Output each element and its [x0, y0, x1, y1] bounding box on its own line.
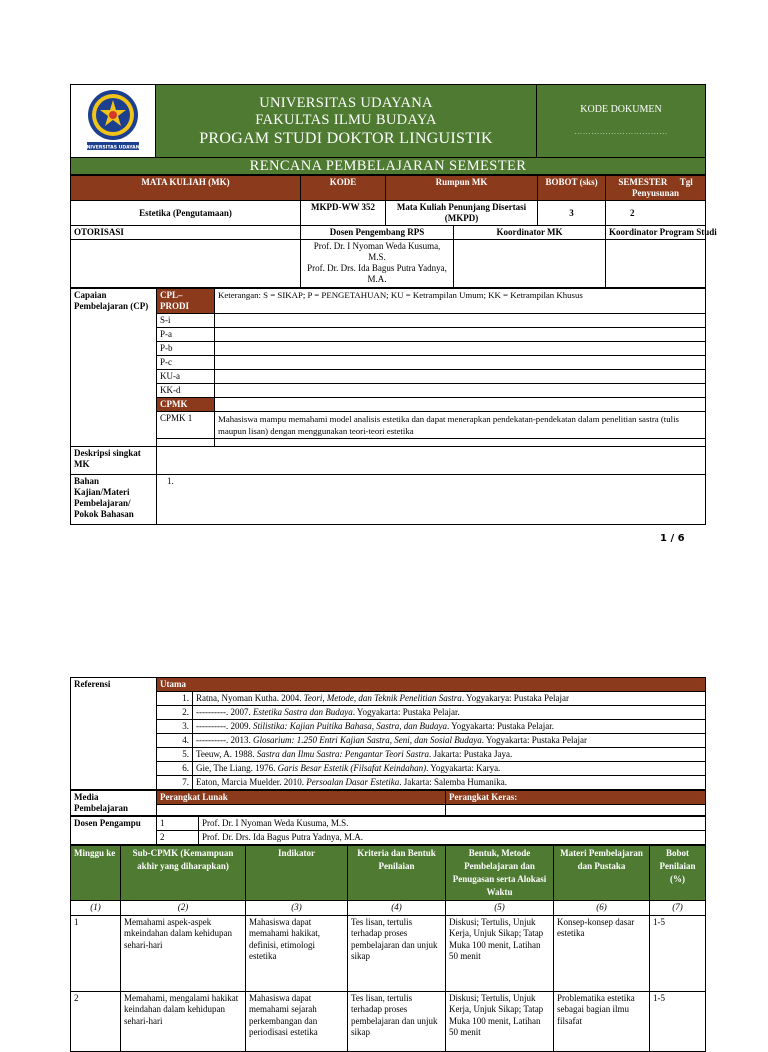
col-number: (1) [71, 901, 121, 916]
referensi-no: 5. [157, 748, 193, 762]
bobot: 1-5 [650, 915, 706, 991]
indikator: Mahasiswa dapat memahami hakikat, definisi, etimologi estetika [246, 915, 348, 991]
referensi-entry: Ratna, Nyoman Kutha. 2004. Teori, Metode, dan Teknik Penelitian Sastra. Yogyakarya: Pustaka Pelajar [193, 692, 706, 706]
course-bobot: 3 [538, 201, 606, 226]
dosen-pengembang-1: Prof. Dr. I Nyoman Weda Kusuma, M.S. [313, 241, 441, 262]
course-code: MKPD-WW 352 [301, 201, 386, 226]
cpl-code-p-a: P-a [157, 328, 215, 342]
referensi-no: 6. [157, 762, 193, 776]
referensi-utama-label: Utama [157, 678, 706, 692]
course-semester: 2 [606, 201, 706, 226]
materi: Konsep-konsep dasar estetika [554, 915, 650, 991]
perangkat-keras-label: Perangkat Keras: [446, 791, 706, 805]
university-name: UNIVERSITAS UDAYANA [259, 94, 433, 111]
metode: Diskusi; Tertulis, Unjuk Kerja, Unjuk Sikap; Tatap Muka 100 menit, Latihan 50 menit [446, 991, 554, 1051]
cpl-code-p-b: P-b [157, 342, 215, 356]
col-header-materi: Materi Pembelajaran dan Pustaka [554, 846, 650, 901]
cpl-code-ku-a: KU-a [157, 370, 215, 384]
cp-label: Capaian Pembelajaran (CP) [71, 289, 157, 447]
referensi-no: 1. [157, 692, 193, 706]
kriteria: Tes lisan, tertulis terhadap proses pembelajaran dan unjuk sikap [348, 991, 446, 1051]
col-header-bobot: Bobot Penilaian (%) [650, 846, 706, 901]
table-row [71, 991, 706, 1051]
week: 1 [71, 915, 121, 991]
cpmk-label: CPMK [157, 398, 215, 412]
col-header-indikator: Indikator [246, 846, 348, 901]
mk-header: MATA KULIAH (MK) [71, 176, 301, 201]
kode-dokumen-value: …………………………… [574, 127, 668, 136]
table-row [71, 915, 706, 991]
semester-tgl-header [606, 176, 706, 201]
koordinator-mk-label: Koordinator MK [454, 226, 606, 240]
perangkat-lunak-label: Perangkat Lunak [157, 791, 446, 805]
otorisasi-label: OTORISASI [71, 226, 301, 240]
col-number: (2) [121, 901, 246, 916]
cpmk-code: CPMK 1 [157, 412, 215, 439]
col-header-minggu: Minggu ke [71, 846, 121, 901]
page-number: 1 / 6 [660, 533, 685, 544]
kode-dokumen-label: KODE DOKUMEN [580, 104, 662, 115]
referensi-no: 4. [157, 734, 193, 748]
referensi-no: 7. [157, 776, 193, 790]
dosen-table [70, 816, 706, 845]
dosen-pengampu-label: Dosen Pengampu [71, 817, 157, 845]
referensi-no: 3. [157, 720, 193, 734]
bahan-kajian-item: 1. [157, 475, 706, 525]
referensi-entry: Teeuw, A. 1988. Sastra dan Ilmu Sastra: Pengantar Teori Sastra. Jakarta: Pustaka Jaya. [193, 748, 706, 762]
referensi-entry: ----------. 2007. Estetika Sastra dan Budaya. Yogyakarta: Pustaka Pelajar. [193, 706, 706, 720]
deskripsi-label: Deskripsi singkat MK [71, 447, 157, 475]
tgl-header: Tgl Penyusunan [632, 177, 693, 198]
course-rumpun: Mata Kuliah Penunjang Disertasi (MKPD) [386, 201, 538, 226]
bobot: 1-5 [650, 991, 706, 1051]
col-header-sub-cpmk: Sub-CPMK (Kemampuan akhir yang diharapkan) [121, 846, 246, 901]
col-number: (6) [554, 901, 650, 916]
col-number: (7) [650, 901, 706, 916]
week: 2 [71, 991, 121, 1051]
koordinator-prodi-label: Koordinator Program Studi [606, 226, 706, 240]
dosen-pengembang-names [301, 240, 454, 288]
dosen-name: Prof. Dr. Drs. Ida Bagus Putra Yadnya, M.A. [199, 831, 706, 845]
referensi-entry: Eaton, Marcia Muelder. 2010. Persoalan Dasar Estetika. Jakarta: Salemba Humanika. [193, 776, 706, 790]
col-header-metode: Bentuk, Metode Pembelajaran dan Penugasan serta Alokasi Waktu [446, 846, 554, 901]
program-name: PROGAM STUDI DOKTOR LINGUISTIK [199, 129, 493, 147]
media-label: Media Pembelajaran [71, 791, 157, 816]
kode-header: KODE [301, 176, 386, 201]
course-info-table [70, 175, 717, 288]
col-number: (3) [246, 901, 348, 916]
dosen-pengembang-label: Dosen Pengembang RPS [301, 226, 454, 240]
cpmk-text: Mahasiswa mampu memahami model analisis estetika dan dapat menerapkan pendekatan-pendekatan dalam penelitian sastra (tulis maupun lisan) dengan menggunakan teori-teori estetika [215, 412, 706, 439]
bahan-kajian-label: Bahan Kajian/Materi Pembelajaran/ Pokok Bahasan [71, 475, 157, 525]
rps-title: RENCANA PEMBELAJARAN SEMESTER [71, 158, 706, 175]
referensi-table [70, 677, 706, 790]
dosen-no: 1 [157, 817, 199, 831]
institution-block [156, 85, 537, 158]
indikator: Mahasiswa dapat memahami sejarah perkembangan dan periodisasi estetika [246, 991, 348, 1051]
referensi-no: 2. [157, 706, 193, 720]
udayana-logo [83, 88, 143, 152]
koordinator-mk-value [454, 240, 606, 288]
sub-cpmk: Memahami, mengalami hakikat keindahan dalam kehidupan sehari-hari [121, 991, 246, 1051]
koordinator-prodi-value [606, 240, 706, 288]
course-name: Estetika (Pengutamaan) [71, 201, 301, 226]
cpl-code-kk-d: KK-d [157, 384, 215, 398]
referensi-entry: Gie, The Liang. 1976. Garis Besar Estetik (Filsafat Keindahan). Yogyakarta: Karya. [193, 762, 706, 776]
cpl-code-s-i: S-i [157, 314, 215, 328]
dosen-pengembang-2: Prof. Dr. Drs. Ida Bagus Putra Yadnya, M.A. [307, 263, 447, 284]
kriteria: Tes lisan, tertulis terhadap proses pembelajaran dan unjuk sikap [348, 915, 446, 991]
referensi-label: Referensi [71, 678, 157, 790]
document-header [70, 84, 706, 175]
cpl-code-p-c: P-c [157, 356, 215, 370]
referensi-entry: ----------. 2013. Glosarium: 1.250 Entri Kajian Sastra, Seni, dan Sosial Budaya. Yogyakarta: Pustaka Pelajar [193, 734, 706, 748]
dosen-name: Prof. Dr. I Nyoman Weda Kusuma, M.S. [199, 817, 706, 831]
referensi-entry: ----------. 2009. Stilistika: Kajian Puitika Bahasa, Sastra, dan Budaya. Yogyakarta: Pustaka Pelajar. [193, 720, 706, 734]
bobot-header: BOBOT (sks) [538, 176, 606, 201]
materi: Problematika estetika sebagai bagian ilmu filsafat [554, 991, 650, 1051]
rps-page-1 [70, 84, 717, 525]
deskripsi-value [157, 447, 706, 475]
faculty-name: FAKULTAS ILMU BUDAYA [255, 111, 437, 128]
metode: Diskusi; Tertulis, Unjuk Kerja, Unjuk Sikap; Tatap Muka 100 menit, Latihan 50 menit [446, 915, 554, 991]
rps-page-2 [70, 677, 705, 1052]
schedule-table [70, 845, 706, 1052]
kode-dokumen-cell [537, 85, 706, 158]
dosen-no: 2 [157, 831, 199, 845]
semester-header: SEMESTER [618, 177, 668, 187]
svg-text:UNIVERSITAS UDAYANA: UNIVERSITAS UDAYANA [82, 145, 144, 151]
col-number: (4) [348, 901, 446, 916]
rumpun-header: Rumpun MK [386, 176, 538, 201]
cpl-prodi-label: CPL– PRODI [157, 289, 215, 314]
logo-cell [71, 85, 156, 158]
cp-keterangan: Keterangan: S = SIKAP; P = PENGETAHUAN; KU = Ketrampilan Umum; KK = Ketrampilan Khusus [215, 289, 706, 314]
sub-cpmk: Memahami aspek-aspek mkeindahan dalam kehidupan sehari-hari [121, 915, 246, 991]
media-table [70, 790, 706, 816]
col-number: (5) [446, 901, 554, 916]
cp-table [70, 288, 706, 525]
col-header-kriteria: Kriteria dan Bentuk Penilaian [348, 846, 446, 901]
